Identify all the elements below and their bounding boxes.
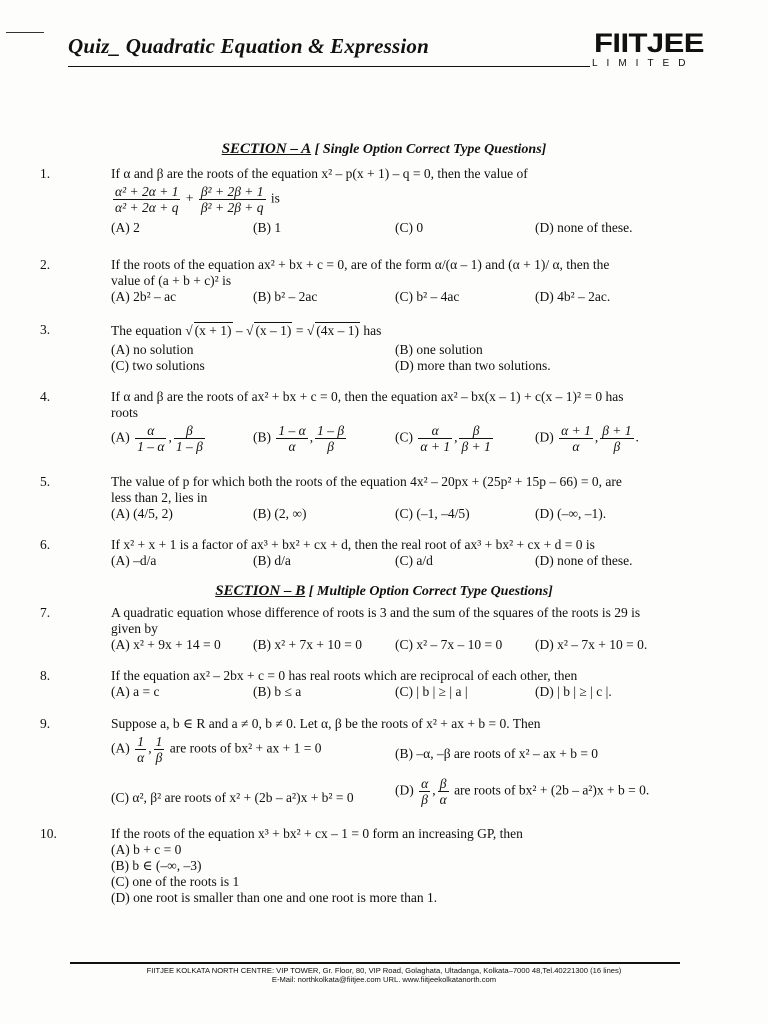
question-text-2: value of (a + b + c)² is: [111, 273, 232, 288]
section-a-subtitle: [ Single Option Correct Type Questions]: [314, 142, 547, 157]
question-number: 8.: [40, 668, 51, 683]
option-a: (A) 2b² – ac: [111, 289, 177, 304]
option-d: (D) x² – 7x + 10 = 0.: [535, 637, 648, 652]
footer-contact: E-Mail: northkolkata@fiitjee.com URL. www.fiitjeekolkatanorth.com: [271, 975, 497, 984]
option-a: (A) a = c: [111, 684, 160, 699]
option-a: (A) 2: [111, 220, 140, 235]
option-d: (D) 4b² – 2ac.: [535, 289, 611, 304]
question-text-2: roots: [111, 405, 138, 420]
question-number: 7.: [40, 605, 51, 620]
option-d: (D) more than two solutions.: [395, 358, 551, 373]
question-text-2: less than 2, lies in: [111, 490, 208, 505]
option-c: (C) | b | ≥ | a |: [395, 684, 468, 699]
question-number: 6.: [40, 537, 51, 552]
section-a-heading: [0, 141, 768, 158]
fiitjee-logo: FIITJEE: [594, 28, 704, 58]
question-text: If the equation ax² – 2bx + c = 0 has real roots which are reciprocal of each other, then: [111, 668, 578, 683]
option-d: (D) (–∞, –1).: [535, 506, 607, 521]
option-b: (B) 1: [253, 220, 282, 235]
option-d: (D) none of these.: [535, 553, 633, 568]
option-c: (C) a/d: [395, 553, 433, 568]
option-c: (C) two solutions: [111, 358, 205, 373]
option-d: (D) one root is smaller than one and one root is more than 1.: [111, 890, 438, 905]
question-text: A quadratic equation whose difference of roots is 3 and the sum of the squares of the roots is 29 is: [111, 605, 641, 620]
question-number: 5.: [40, 474, 51, 489]
option-b: (B) b ∈ (–∞, –3): [111, 858, 202, 873]
fraction-2: $\frac{\text{β² + 2β + 1}}{\text{β² + 2β + q}}$: [200, 184, 264, 215]
question-number: 9.: [40, 716, 51, 731]
question-text: If α and β are the roots of ax² + bx + c = 0, then the equation ax² – bx(x – 1) + c(x – 1)² = 0 has: [111, 389, 624, 404]
option-c: (C) b² – 4ac: [395, 289, 460, 304]
corner-mark: [6, 32, 44, 33]
option-a: (A) (4/5, 2): [111, 506, 173, 521]
footer-address: FIITJEE KOLKATA NORTH CENTRE: VIP TOWER, Gr. Floor, 80, VIP Road, Golaghata, Ultadanga, Kolkata–7000 48,Tel.40221300 (16 lines): [146, 966, 622, 975]
option-d: (D) $\frac{\alpha}{\beta}$ , $\frac{\beta}{\alpha}$ are roots of bx² + (2b – a²)x + b = 0.: [395, 776, 650, 807]
question-text: Suppose a, b ∈ R and a ≠ 0, b ≠ 0. Let α, β be the roots of x² + ax + b = 0. Then: [111, 716, 541, 731]
header-rule: [68, 66, 590, 67]
question-number: 2.: [40, 257, 51, 272]
section-a-title: SECTION – A: [221, 141, 312, 157]
fraction-1: $\frac{\text{α² + 2α + 1}}{\text{α² + 2α + q}}$: [115, 184, 179, 215]
section-b-title: SECTION – B: [215, 583, 306, 599]
option-a: (A) $\frac{\alpha}{1 - \alpha}$ , $\frac{\beta}{1 - \beta}$: [111, 423, 203, 454]
option-a: (A) b + c = 0: [111, 842, 182, 857]
option-d: (D) $\frac{\alpha + 1}{\alpha}$ , $\frac{\beta + 1}{\beta}$ .: [535, 423, 639, 454]
option-a: (A) no solution: [111, 342, 194, 357]
section-b-heading: [0, 583, 768, 600]
question-text: If x² + x + 1 is a factor of ax³ + bx² + cx + d, then the real root of ax³ + bx² + cx + d = 0 is: [111, 537, 595, 552]
question-number: 10.: [40, 826, 57, 841]
question-number: 4.: [40, 389, 51, 404]
option-d: (D) | b | ≥ | c |.: [535, 684, 612, 699]
question-text: The value of p for which both the roots of the equation 4x² – 20px + (25p² + 15p – 66) = 0, are: [111, 474, 622, 489]
option-b: (B) (2, ∞): [253, 506, 307, 521]
page-title: Quiz_ Quadratic Equation & Expression: [68, 34, 429, 58]
option-c: (C) one of the roots is 1: [111, 874, 240, 889]
section-b-subtitle: [ Multiple Option Correct Type Questions]: [308, 584, 553, 599]
question-number: 1.: [40, 166, 51, 181]
option-a: (A) –d/a: [111, 553, 157, 568]
option-b: (B) $\frac{1 - \alpha}{\alpha}$ , $\frac{1 - \beta}{\beta}$: [253, 423, 345, 454]
question-number: 3.: [40, 322, 51, 337]
option-b: (B) b² – 2ac: [253, 289, 318, 304]
question-text: The equation √ (x + 1) – √ (x – 1) = √ (4x – 1) has: [111, 323, 382, 338]
question-text: If the roots of the equation x³ + bx² + cx – 1 = 0 form an increasing GP, then: [111, 826, 523, 841]
question-text: If the roots of the equation ax² + bx + c = 0, are of the form α/(α – 1) and (α + 1)/ α, then the: [111, 257, 610, 272]
option-a: (A) $\frac{1}{\alpha}$ , $\frac{1}{\beta}$ are roots of bx² + ax + 1 = 0: [111, 734, 322, 765]
option-d: (D) none of these.: [535, 220, 633, 235]
option-b: (B) b ≤ a: [253, 684, 302, 699]
logo-subtitle: LIMITED: [592, 58, 695, 69]
option-a: (A) x² + 9x + 14 = 0: [111, 637, 221, 652]
option-b: (B) d/a: [253, 553, 291, 568]
option-b: (B) x² + 7x + 10 = 0: [253, 637, 363, 652]
question-text-2: given by: [111, 621, 158, 636]
footer-rule: [70, 962, 680, 964]
option-c: (C) 0: [395, 220, 424, 235]
option-b: (B) one solution: [395, 342, 483, 357]
option-c: (C) $\frac{\alpha}{\alpha + 1}$ , $\frac{\beta}{\beta + 1}$: [395, 423, 491, 454]
option-b: (B) –α, –β are roots of x² – ax + b = 0: [395, 746, 599, 761]
option-c: (C) α², β² are roots of x² + (2b – a²)x + b² = 0: [111, 790, 354, 805]
option-c: (C) (–1, –4/5): [395, 506, 470, 521]
option-c: (C) x² – 7x – 10 = 0: [395, 637, 503, 652]
question-text: If α and β are the roots of the equation x² – p(x + 1) – q = 0, then the value of: [111, 166, 528, 181]
